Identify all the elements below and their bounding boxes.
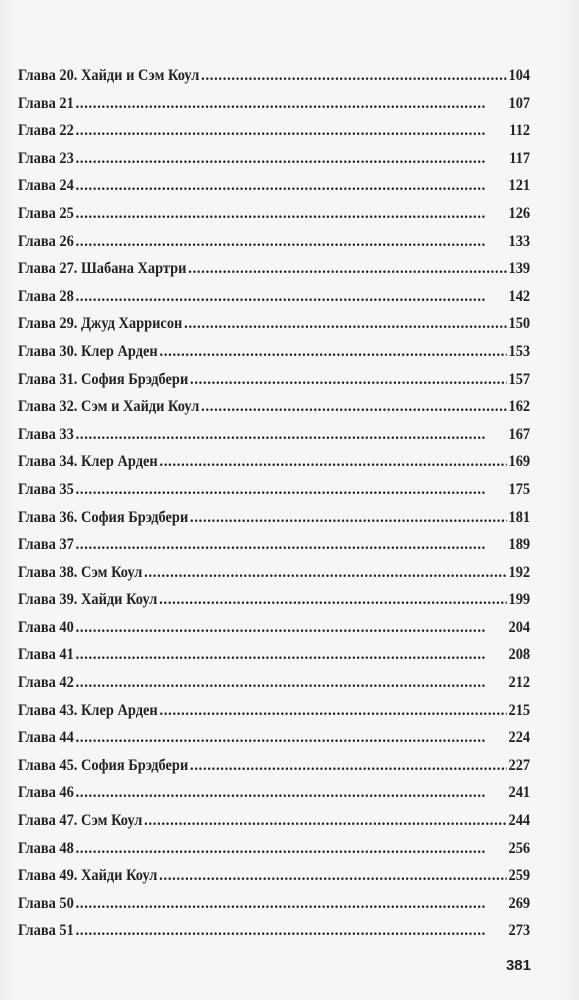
dot-leader [76,200,507,228]
toc-entry-label: Глава 34. Клер Арден [18,453,158,471]
toc-entry [18,586,530,614]
toc-entry [18,835,530,863]
dot-leader [76,283,507,311]
toc-entry [18,283,530,311]
toc-entry [18,90,530,118]
toc-entry-label: Глава 44 [18,729,74,747]
toc-entry [18,62,530,90]
toc-entry [18,255,530,283]
toc-entry-page-number: 241 [508,784,531,802]
toc-entry-page-number: 157 [508,370,531,388]
toc-entry [18,310,530,338]
toc-entry-label: Глава 51 [18,922,74,940]
toc-entry [18,697,530,725]
toc-entry-page-number: 150 [508,315,531,333]
dot-leader [144,559,507,587]
dot-leader [76,476,507,504]
toc-entry [18,531,530,559]
toc-entry [18,559,530,587]
toc-entry-label: Глава 50 [18,894,74,912]
toc-entry-page-number: 204 [508,618,531,636]
toc-entry-label: Глава 40 [18,618,74,636]
page-number: 381 [505,957,531,974]
toc-entry-page-number: 112 [509,122,531,140]
toc-entry [18,614,530,642]
dot-leader [160,448,507,476]
toc-entry-label: Глава 35 [18,480,74,498]
toc-entry-page-number: 273 [508,922,531,940]
dot-leader [190,366,507,394]
toc-entry-page-number: 256 [508,839,531,857]
toc-entry-label: Глава 48 [18,839,74,857]
dot-leader [76,90,507,118]
dot-leader [76,614,507,642]
toc-entry [18,724,530,752]
dot-leader [76,145,508,173]
toc-entry-page-number: 104 [508,67,531,84]
toc-entry-page-number: 139 [508,260,531,278]
toc-entry [18,917,530,945]
toc-entry-label: Глава 23 [18,149,74,167]
toc-entry-label: Глава 29. Джуд Харрисон [18,315,183,333]
toc-entry-page-number: 192 [508,563,531,581]
toc-entry-page-number: 162 [508,398,531,416]
dot-leader [201,62,507,90]
dot-leader [76,228,507,256]
toc-entry [18,752,530,780]
dot-leader [159,586,507,614]
dot-leader [76,917,507,945]
dot-leader [76,641,507,669]
toc-entry-page-number: 269 [508,894,531,912]
toc-entry [18,807,530,835]
toc-entry-label: Глава 32. Сэм и Хайди Коул [18,398,200,416]
toc-entry [18,641,530,669]
dot-leader [184,310,507,338]
toc-entry-label: Глава 22 [18,122,74,140]
toc-entry [18,421,530,449]
dot-leader [190,752,507,780]
toc-entry-label: Глава 36. София Брэдбери [18,508,189,526]
toc-entry [18,366,530,394]
table-of-contents [18,62,530,945]
toc-entry-page-number: 189 [508,536,531,554]
toc-entry-label: Глава 33 [18,425,74,443]
toc-entry-label: Глава 24 [18,177,74,195]
toc-entry [18,890,530,918]
dot-leader [160,697,507,725]
toc-entry [18,504,530,532]
toc-entry [18,779,530,807]
toc-entry [18,172,530,200]
toc-entry-page-number: 167 [508,425,531,443]
toc-entry-label: Глава 41 [18,646,74,664]
toc-entry [18,145,530,173]
toc-entry [18,200,530,228]
dot-leader [201,393,507,421]
toc-entry-page-number: 259 [508,867,531,885]
toc-entry-label: Глава 39. Хайди Коул [18,591,158,609]
dot-leader [76,172,507,200]
dot-leader [76,779,507,807]
toc-entry-label: Глава 31. София Брэдбери [18,370,189,388]
toc-entry [18,393,530,421]
toc-entry-label: Глава 43. Клер Арден [18,701,158,719]
toc-entry-label: Глава 38. Сэм Коул [18,563,143,581]
toc-entry-label: Глава 20. Хайди и Сэм Коул [18,67,200,84]
dot-leader [160,338,507,366]
toc-entry [18,862,530,890]
toc-entry-label: Глава 30. Клер Арден [18,342,158,360]
dot-leader [144,807,507,835]
toc-entry [18,476,530,504]
toc-entry-page-number: 199 [508,591,531,609]
dot-leader [190,504,507,532]
toc-entry-page-number: 107 [508,94,531,112]
toc-entry-page-number: 227 [508,756,531,774]
toc-entry [18,669,530,697]
toc-entry-page-number: 212 [508,674,531,692]
toc-entry-page-number: 224 [508,729,531,747]
toc-entry-page-number: 153 [508,342,531,360]
toc-entry-page-number: 175 [508,480,531,498]
dot-leader [76,835,507,863]
toc-entry-page-number: 142 [508,287,531,305]
toc-entry-page-number: 121 [508,177,531,195]
toc-entry-label: Глава 45. София Брэдбери [18,756,189,774]
toc-entry-label: Глава 49. Хайди Коул [18,867,158,885]
toc-entry-label: Глава 25 [18,204,74,222]
dot-leader [76,890,507,918]
dot-leader [76,724,507,752]
toc-entry [18,448,530,476]
toc-entry [18,228,530,256]
toc-entry-page-number: 133 [508,232,531,250]
toc-entry-label: Глава 37 [18,536,74,554]
dot-leader [188,255,506,283]
toc-entry-label: Глава 42 [18,674,74,692]
toc-entry-page-number: 181 [508,508,531,526]
toc-entry-page-number: 244 [508,812,531,830]
toc-entry-page-number: 117 [509,149,531,167]
toc-entry-page-number: 126 [508,204,531,222]
toc-entry-label: Глава 27. Шабана Хартри [18,260,187,278]
toc-entry-page-number: 169 [508,453,531,471]
toc-entry-label: Глава 26 [18,232,74,250]
toc-entry [18,338,530,366]
dot-leader [159,862,507,890]
toc-entry-label: Глава 28 [18,287,74,305]
toc-entry-page-number: 208 [508,646,531,664]
toc-entry-label: Глава 21 [18,94,74,112]
toc-entry [18,117,530,145]
dot-leader [76,669,507,697]
toc-entry-label: Глава 47. Сэм Коул [18,812,143,830]
dot-leader [76,117,508,145]
toc-entry-label: Глава 46 [18,784,74,802]
dot-leader [76,531,507,559]
dot-leader [76,421,507,449]
toc-entry-page-number: 215 [508,701,531,719]
